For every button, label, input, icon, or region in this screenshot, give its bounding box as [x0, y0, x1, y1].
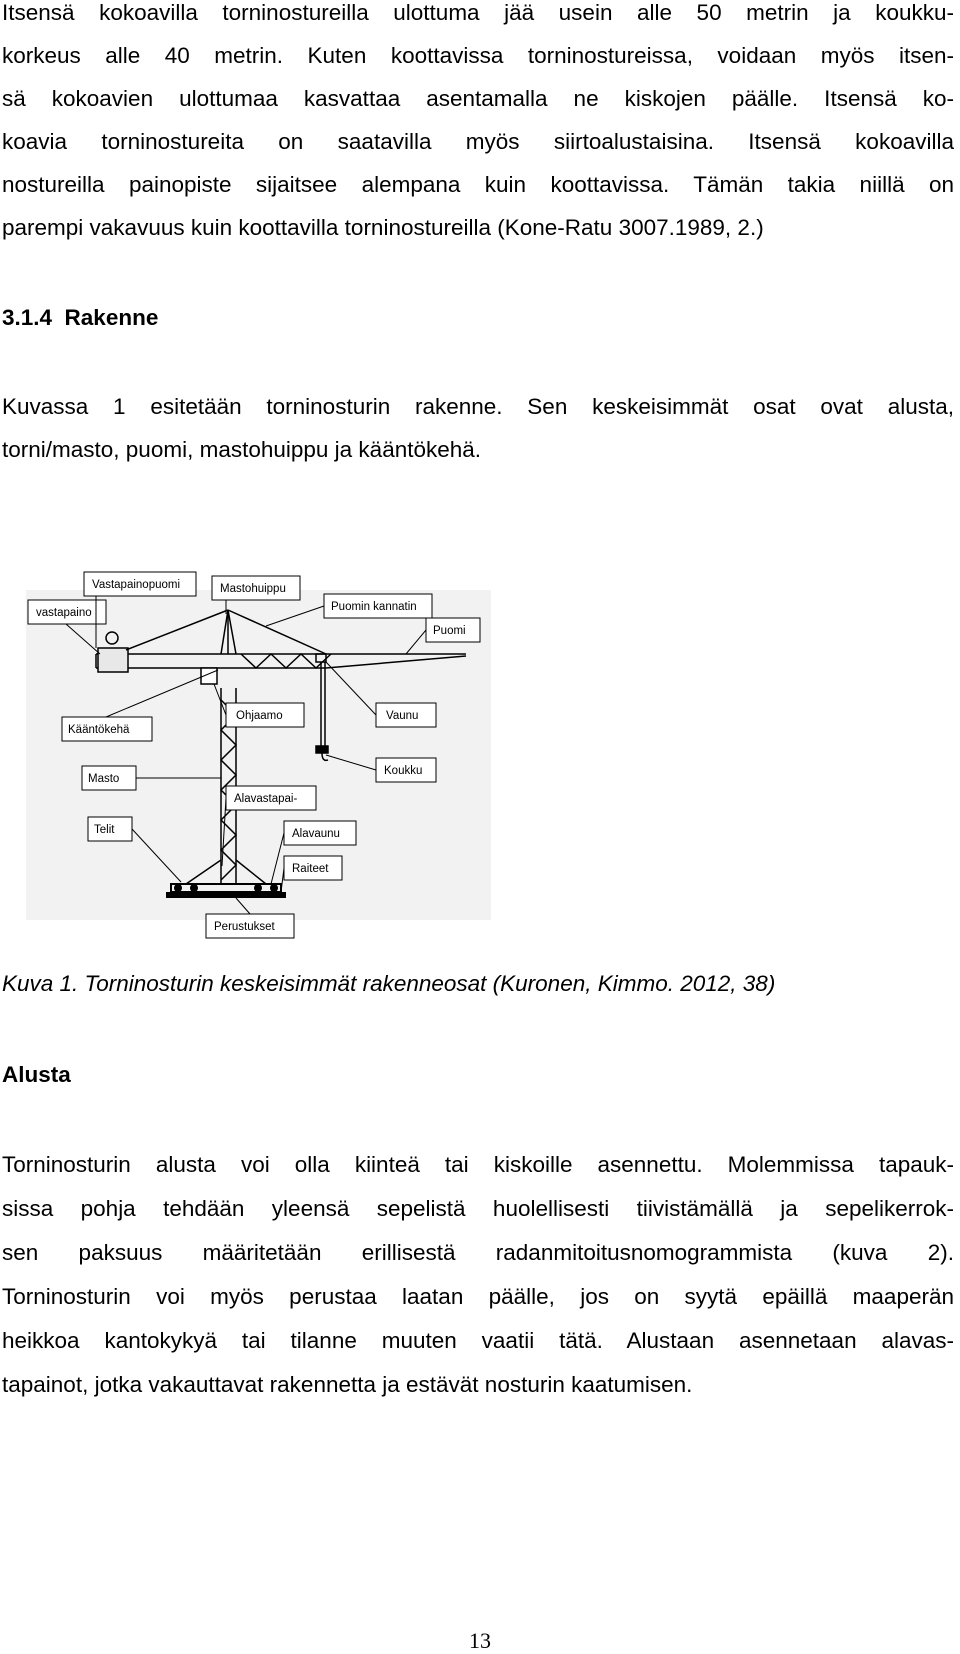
- label-vaunu: Vaunu: [386, 710, 419, 722]
- page-number: 13: [469, 1628, 491, 1653]
- label-raiteet: Raiteet: [292, 863, 329, 875]
- label-ohjaamo: Ohjaamo: [236, 710, 283, 722]
- paragraph-line: sissa pohja tehdään yleensä sepelistä huolellisesti tiivistämällä ja sepelikerrok-: [2, 1196, 954, 1221]
- section-heading: 3.1.4 Rakenne: [2, 305, 159, 330]
- paragraph-line: korkeus alle 40 metrin. Kuten koottavissa torninostureissa, voidaan myös itsen-: [2, 43, 954, 68]
- label-kaantokeha: Kääntökehä: [68, 724, 130, 736]
- paragraph-line: Itsensä kokoavilla torninostureilla ulottuma jää usein alle 50 metrin ja koukku-: [2, 0, 954, 25]
- label-alavastapai: Alavastapai-: [234, 793, 298, 805]
- paragraph-line: parempi vakavuus kuin koottavilla torninostureilla (Kone-Ratu 3007.1989, 2.): [2, 215, 764, 240]
- section-heading: Alusta: [2, 1062, 71, 1087]
- paragraph-line: nostureilla painopiste sijaitsee alempana kuin koottavissa. Tämän takia niillä on: [2, 172, 954, 197]
- tower-crane-diagram: [26, 570, 496, 962]
- label-puomi: Puomi: [433, 625, 466, 637]
- label-mastohuippu: Mastohuippu: [220, 583, 286, 595]
- paragraph-line: tapainot, jotka vakauttavat rakennetta ja estävät nosturin kaatumisen.: [2, 1372, 693, 1397]
- label-puomin-kannatin: Puomin kannatin: [331, 601, 417, 613]
- paragraph-line: Kuvassa 1 esitetään torninosturin rakenne. Sen keskeisimmät osat ovat alusta,: [2, 394, 954, 419]
- label-masto: Masto: [88, 773, 120, 785]
- label-perustukset: Perustukset: [214, 921, 275, 933]
- paragraph-line: koavia torninostureita on saatavilla myös siirtoalustaisina. Itsensä kokoavilla: [2, 129, 954, 154]
- label-vastapaino: vastapaino: [36, 607, 92, 619]
- paragraph-line: sen paksuus määritetään erillisestä radanmitoitusnomogrammista (kuva 2).: [2, 1240, 954, 1265]
- label-alavaunu: Alavaunu: [292, 828, 340, 840]
- label-koukku: Koukku: [384, 765, 423, 777]
- label-vastapainopuomi: Vastapainopuomi: [92, 579, 181, 591]
- paragraph-line: Torninosturin voi myös perustaa laatan päälle, jos on syytä epäillä maaperän: [2, 1284, 954, 1309]
- counterweight: [98, 648, 128, 672]
- figure-caption: Kuva 1. Torninosturin keskeisimmät rakenneosat (Kuronen, Kimmo. 2012, 38): [2, 971, 776, 996]
- paragraph-line: torni/masto, puomi, mastohuippu ja kääntökehä.: [2, 437, 482, 462]
- label-telit: Telit: [94, 824, 115, 836]
- paragraph-line: heikkoa kantokykyä tai tilanne muuten vaatii tätä. Alustaan asennetaan alavas-: [2, 1328, 954, 1353]
- paragraph-line: Torninosturin alusta voi olla kiinteä tai kiskoille asennettu. Molemmissa tapauk-: [2, 1152, 954, 1177]
- paragraph-line: sä kokoavien ulottumaa kasvattaa asentamalla ne kiskojen päälle. Itsensä ko-: [2, 86, 954, 111]
